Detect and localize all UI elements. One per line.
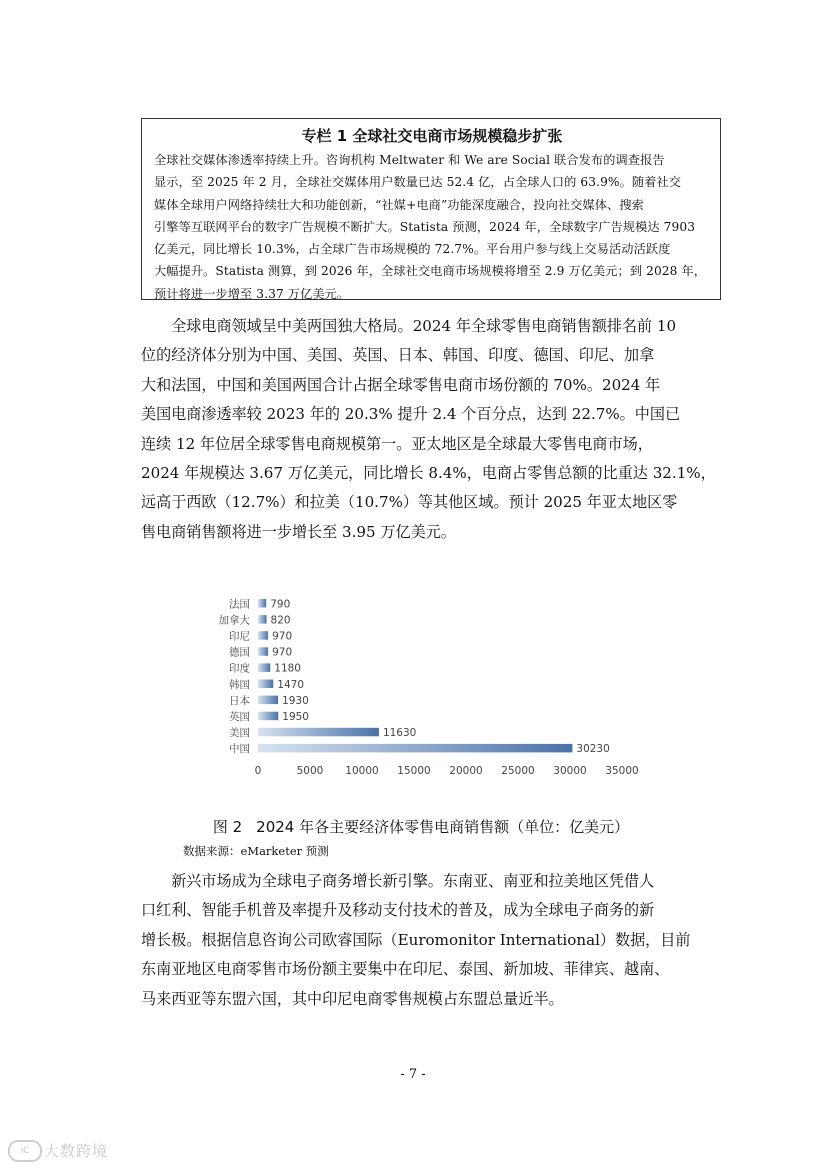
paragraph-line: 2024 年规模达 3.67 万亿美元，同比增长 8.4%，电商占零售总额的比重达 32.1%， [141,464,716,483]
body-paragraph-1 [141,312,721,547]
x-tick-label: 25000 [501,765,535,777]
bar-法国 [258,599,266,608]
watermark-logo [6,1136,116,1164]
category-label: 韩国 [229,678,250,691]
logo-text: 大数跨境 [44,1142,109,1160]
category-label: 美国 [229,727,250,740]
bar-英国 [258,712,278,721]
bar-德国 [258,647,268,656]
bar-加拿大 [258,615,267,624]
value-label: 820 [270,614,291,627]
bar-日本 [258,696,278,705]
category-label: 中国 [229,743,250,756]
sidebar-box-line: 亿美元，同比增长 10.3%，占全球广告市场规模的 72.7%。平台用户参与线上交易活动活跃度 [154,242,671,257]
category-label: 印度 [229,662,250,675]
body-paragraph-2 [141,867,721,1014]
value-label: 30230 [576,743,610,756]
value-label: 1930 [282,694,309,707]
bar-chart [205,592,645,790]
sidebar-box-line: 引擎等互联网平台的数字广告规模不断扩大。Statista 预测，2024 年，全球数字广告规模达 7903 [154,219,696,234]
x-tick-label: 5000 [296,765,324,777]
x-tick-label: 35000 [605,765,639,777]
figure-source: 数据来源：eMarketer 预测 [183,844,329,858]
x-tick-label: 10000 [345,765,379,777]
page-number: - 7 - [400,1067,426,1082]
paragraph-line: 售电商销售额将进一步增长至 3.95 万亿美元。 [141,522,456,541]
value-label: 11630 [382,727,417,740]
category-label: 法国 [229,598,250,611]
category-label: 英国 [229,710,250,723]
figure-number: 图 2 [212,818,243,836]
sidebar-box-line: 显示，至 2025 年 2 月，全球社交媒体用户数量已达 52.4 亿，占全球人口的 63.9%。随着社交 [154,175,682,190]
bar-印尼 [258,631,268,640]
paragraph-line: 马来西亚等东盟六国，其中印尼电商零售规模占东盟总量近半。 [141,989,564,1008]
paragraph-line: 全球电商领域呈中美两国独大格局。2024 年全球零售电商销售额排名前 10 [141,317,677,335]
paragraph-line: 美国电商渗透率较 2023 年的 20.3% 提升 2.4 个百分点，达到 22.7%。中国已 [141,405,681,424]
value-label: 1950 [282,710,310,723]
paragraph-line: 连续 12 年位居全球零售电商规模第一。亚太地区是全球最大零售电商市场， [141,434,653,453]
bar-韩国 [258,680,273,689]
paragraph-line: 口红利、智能手机普及率提升及移动支付技术的普及，成为全球电子商务的新 [141,901,655,920]
category-label: 日本 [229,694,250,707]
category-label: 印尼 [229,630,250,643]
sidebar-box [141,118,721,300]
sidebar-box-line: 媒体全球用户网络持续壮大和功能创新，“社媒+电商”功能深度融合，投向社交媒体、搜索 [154,197,644,212]
paragraph-line: 远高于西欧（12.7%）和拉美（10.7%）等其他区域。预计 2025 年亚太地区零 [141,493,678,512]
paragraph-line: 大和法国，中国和美国两国合计占据全球零售电商市场份额的 70%。2024 年 [141,375,661,394]
bar-中国 [258,744,572,753]
paragraph-line: 增长极。根据信息咨询公司欧睿国际（Euromonitor International）数据，目前 [141,930,691,949]
x-tick-label: 15000 [397,765,431,777]
x-tick-label: 30000 [553,765,587,777]
logo-icon: iC [8,1140,42,1162]
value-label: 790 [270,598,291,611]
figure-caption [141,815,701,839]
category-label: 德国 [229,646,250,659]
sidebar-box-title: 专栏 1 全球社交电商市场规模稳步扩张 [301,127,563,145]
value-label: 1470 [277,678,305,691]
value-label: 970 [272,630,293,643]
bar-印度 [258,663,270,672]
paragraph-line: 新兴市场成为全球电子商务增长新引擎。东南亚、南亚和拉美地区凭借人 [141,872,655,890]
paragraph-line: 东南亚地区电商零售市场份额主要集中在印尼、泰国、新加坡、菲律宾、越南、 [141,960,670,979]
category-label: 加拿大 [218,614,250,627]
x-tick-label: 0 [254,765,262,777]
bar-美国 [258,728,379,737]
value-label: 1180 [274,662,302,675]
x-tick-label: 20000 [449,765,483,777]
sidebar-box-line: 大幅提升。Statista 测算，到 2026 年，全球社交电商市场规模将增至 2.9 万亿美元；到 2028 年， [154,264,707,279]
figure-title: 2024 年各主要经济体零售电商销售额（单位：亿美元） [256,818,630,836]
sidebar-box-line: 全球社交媒体渗透率持续上升。咨询机构 Meltwater 和 We are Social 联合发布的调查报告 [154,153,665,167]
value-label: 970 [272,646,293,659]
sidebar-box-line: 预计将进一步增至 3.37 万亿美元。 [154,286,350,301]
paragraph-line: 位的经济体分别为中国、美国、英国、日本、韩国、印度、德国、印尼、加拿 [141,346,655,365]
